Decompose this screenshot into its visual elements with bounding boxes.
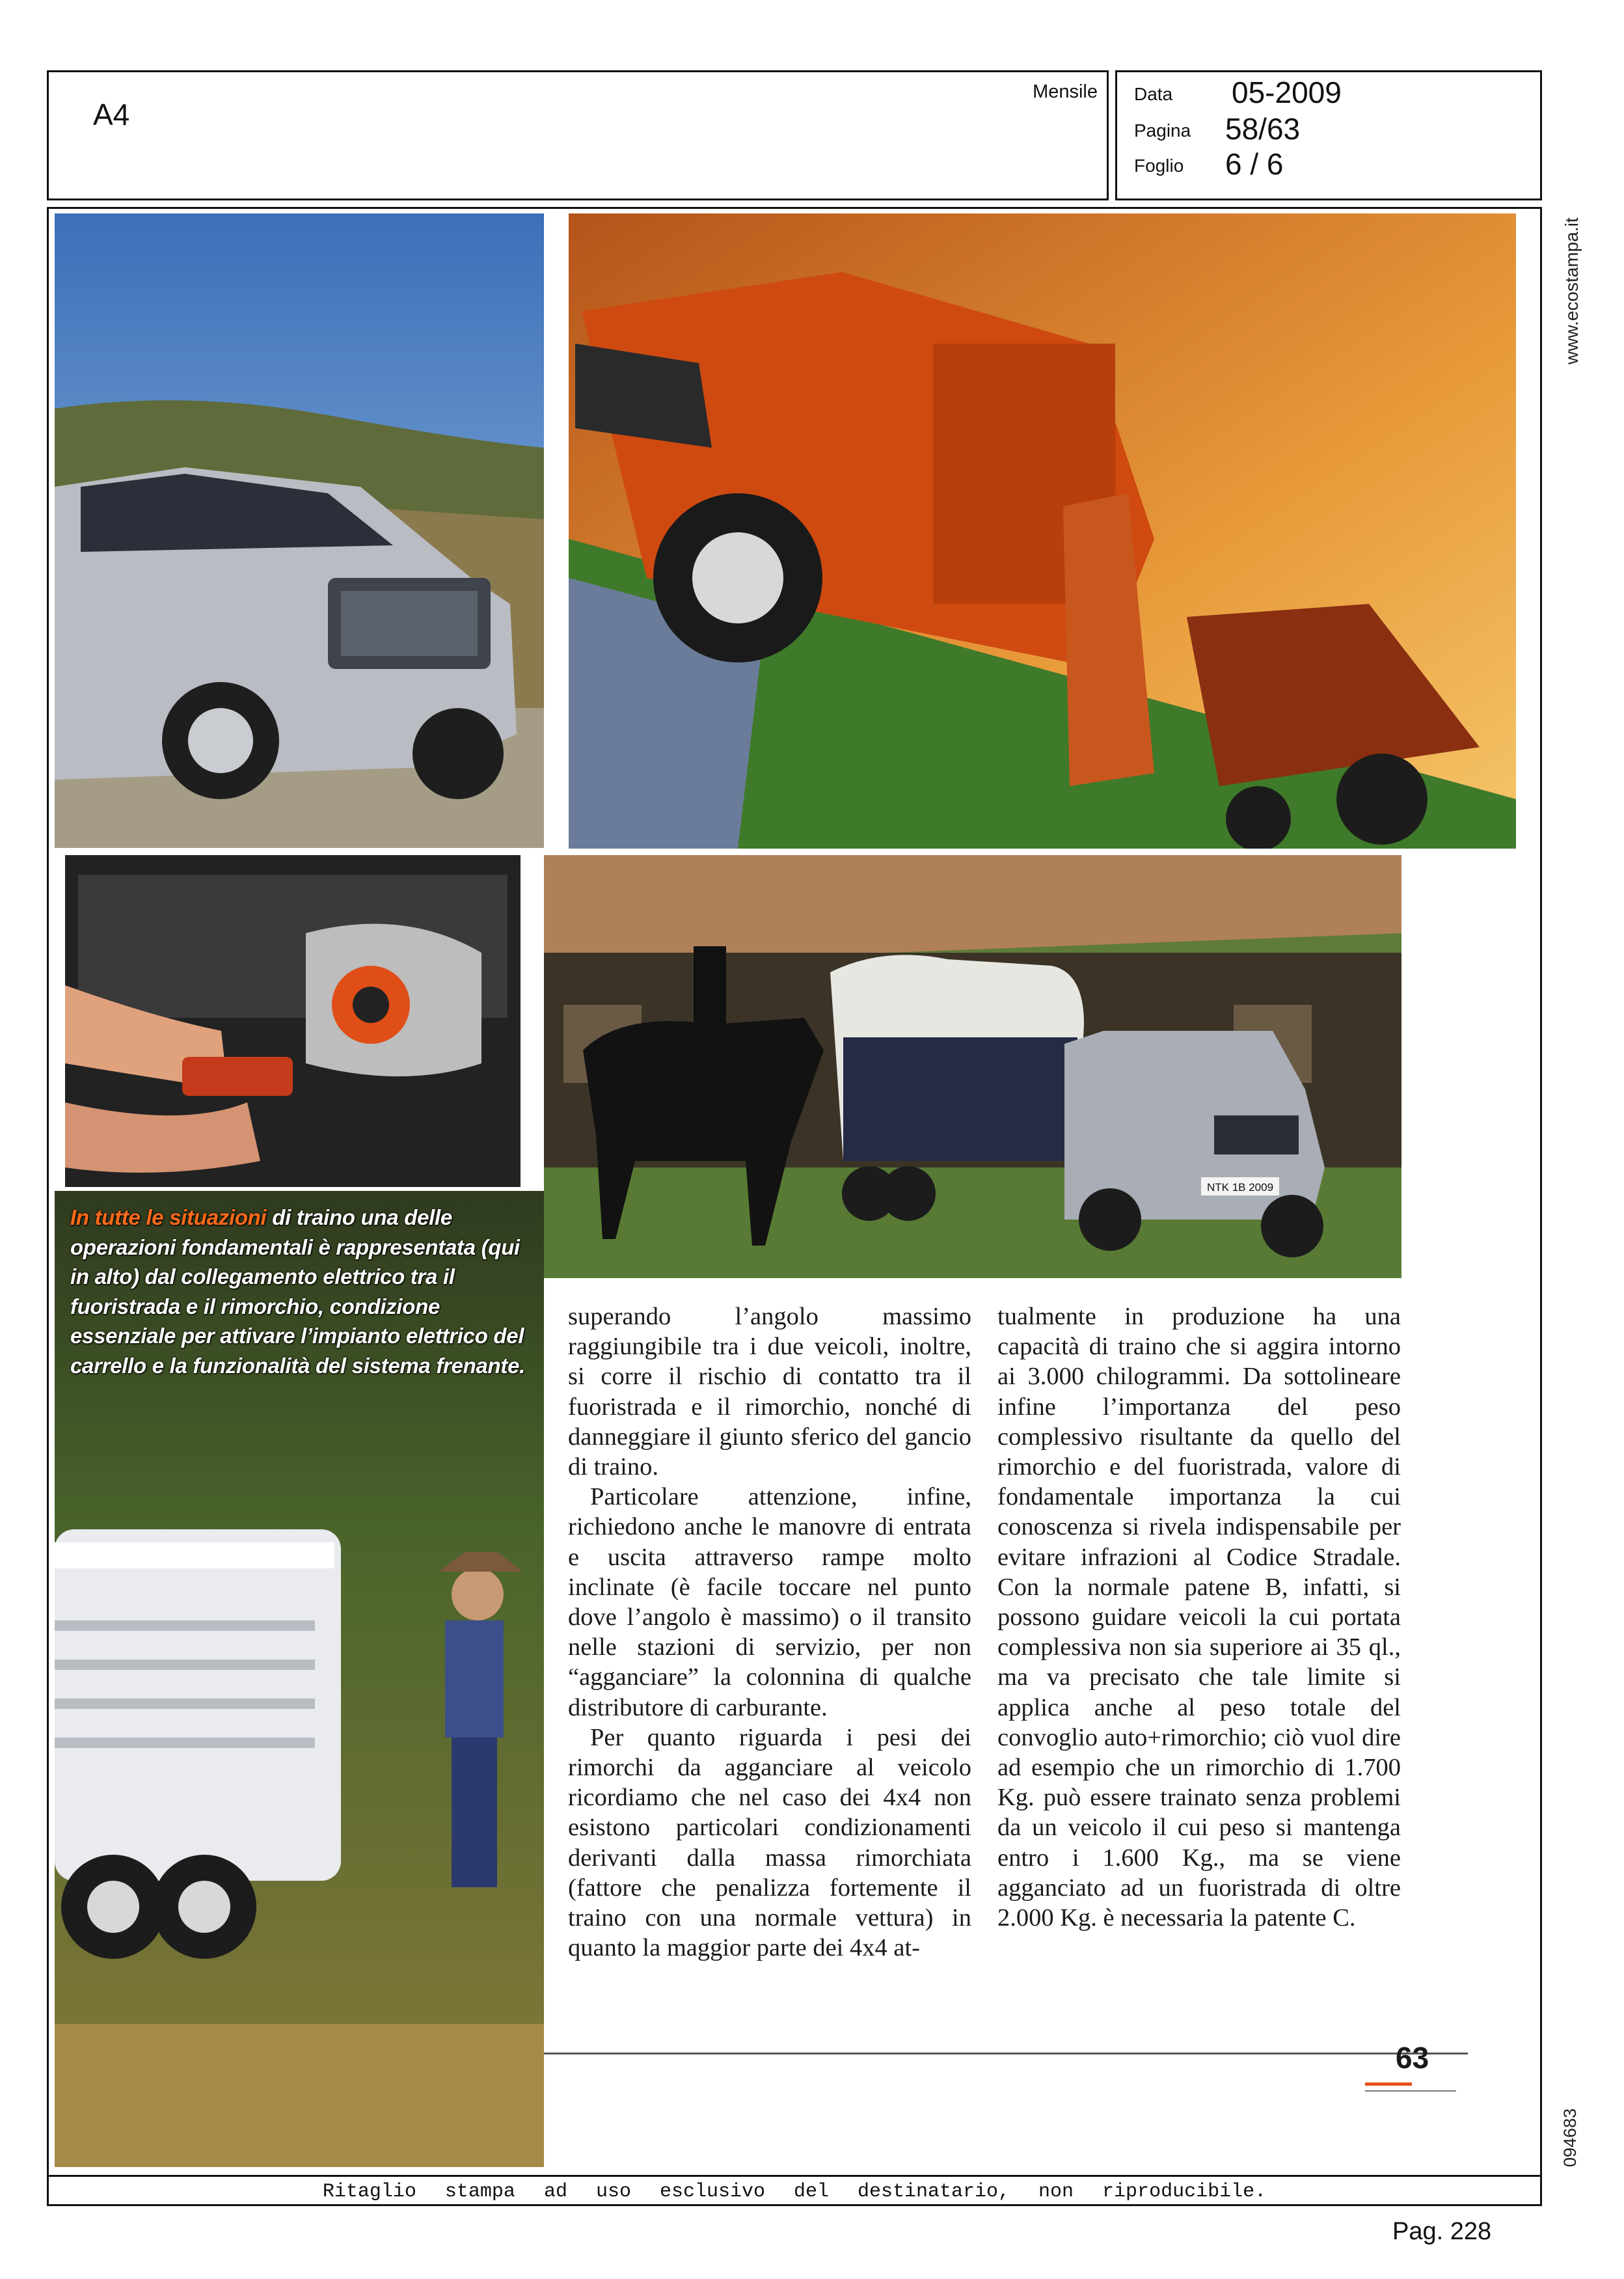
article-column-left — [568, 1302, 971, 1963]
footer-notice: Ritaglio stampa ad uso esclusivo del destinatario, non riproducibile. — [322, 2181, 1267, 2203]
meta-value-foglio: 6 / 6 — [1225, 147, 1284, 181]
article-paragraph: tualmente in produzione ha una capacità di traino che si aggira intorno ai 3.000 chilogrammi. Da sottolineare infine l’importanza del peso complessivo risultante da quello del rimorchio e del fuoristrada, valore di fondamentale importanza la cui conoscenza si rivela indispensabile per evitare infrazioni al Codice Stradale. Con la normale patene B, infatti, si possono guidare veicoli la cui portata complessiva non sia superiore ai 35 ql., ma va precisato che tale limite si applica anche al peso totale del convoglio auto+rimorchio; ciò vuol dire ad esempio che un rimorchio di 1.700 Kg. può essere trainato senza problemi da un veicolo il cui peso si mantenga entro i 1.600 Kg., ma se viene agganciato ad un fuoristrada di oltre 2.000 Kg. è necessaria la patente C. — [997, 1303, 1401, 1932]
bottom-rule — [544, 2053, 1468, 2054]
periodicity-label: Mensile — [1033, 81, 1098, 102]
pag-number: Pag. 228 — [1392, 2218, 1492, 2245]
meta-value-pagina: 58/63 — [1225, 112, 1301, 146]
meta-label-pagina: Pagina — [1134, 120, 1191, 141]
photo-orange-hummer — [569, 213, 1516, 849]
photo-caption — [70, 1203, 526, 1380]
header-publication-box — [47, 70, 1109, 200]
caption-text: di traino una delle operazioni fondamentali è rappresentata (qui in alto) dal collegamento elettrico tra il fuoristrada e il rimorchio, condizione essenziale per attivare l’impianto elettrico del carrello e la funzionalità del sistema frenante. — [70, 1205, 525, 1378]
publication-code: A4 — [93, 98, 130, 131]
caption-lead: In tutte le situazioni — [70, 1205, 267, 1229]
license-plate: NTK 1B 2009 — [1206, 1181, 1274, 1194]
ecostampa-url: www.ecostampa.it — [1562, 217, 1582, 364]
article-column-right — [997, 1302, 1401, 1933]
meta-label-data: Data — [1134, 84, 1173, 104]
photo-silver-suv — [55, 213, 544, 851]
clipping-code: 094683 — [1560, 2108, 1580, 2167]
article-paragraph: superando l’angolo massimo raggiungibile tra i due veicoli, inoltre, si corre il rischio di contatto tra il fuoristrada e il rimorchio, nonché di danneggiare il giunto sferico del gancio di traino. — [568, 1303, 971, 1481]
article-paragraph: Per quanto riguarda i pesi dei rimorchi da agganciare al veicolo ricordiamo che nel caso dei 4x4 non esistono particolari condizionamenti derivanti dalla massa rimorchiata (fattore che penalizza fortemente il traino con una normale vettura) in quanto la maggior parte dei 4x4 at- — [568, 1723, 971, 1962]
photo-horse-trailer-suv — [544, 855, 1401, 1278]
page-number-accent — [1365, 2082, 1412, 2086]
page-number-underline — [1365, 2090, 1456, 2092]
meta-value-data: 05-2009 — [1232, 75, 1342, 109]
page-number: 63 — [1396, 2041, 1429, 2075]
footer-box — [47, 2175, 1542, 2206]
meta-label-foglio: Foglio — [1134, 156, 1184, 176]
header-meta-box — [1115, 70, 1542, 200]
article-paragraph: Particolare attenzione, infine, richiedono anche le manovre di entrata e uscita attraverso rampe molto inclinate (è facile toccare nel punto dove l’angolo è massimo) o il transito nelle stazioni di servizio, per non “agganciare” la colonnina di qualche distributore di carburante. — [568, 1483, 971, 1721]
photo-winch-closeup — [65, 855, 521, 1187]
